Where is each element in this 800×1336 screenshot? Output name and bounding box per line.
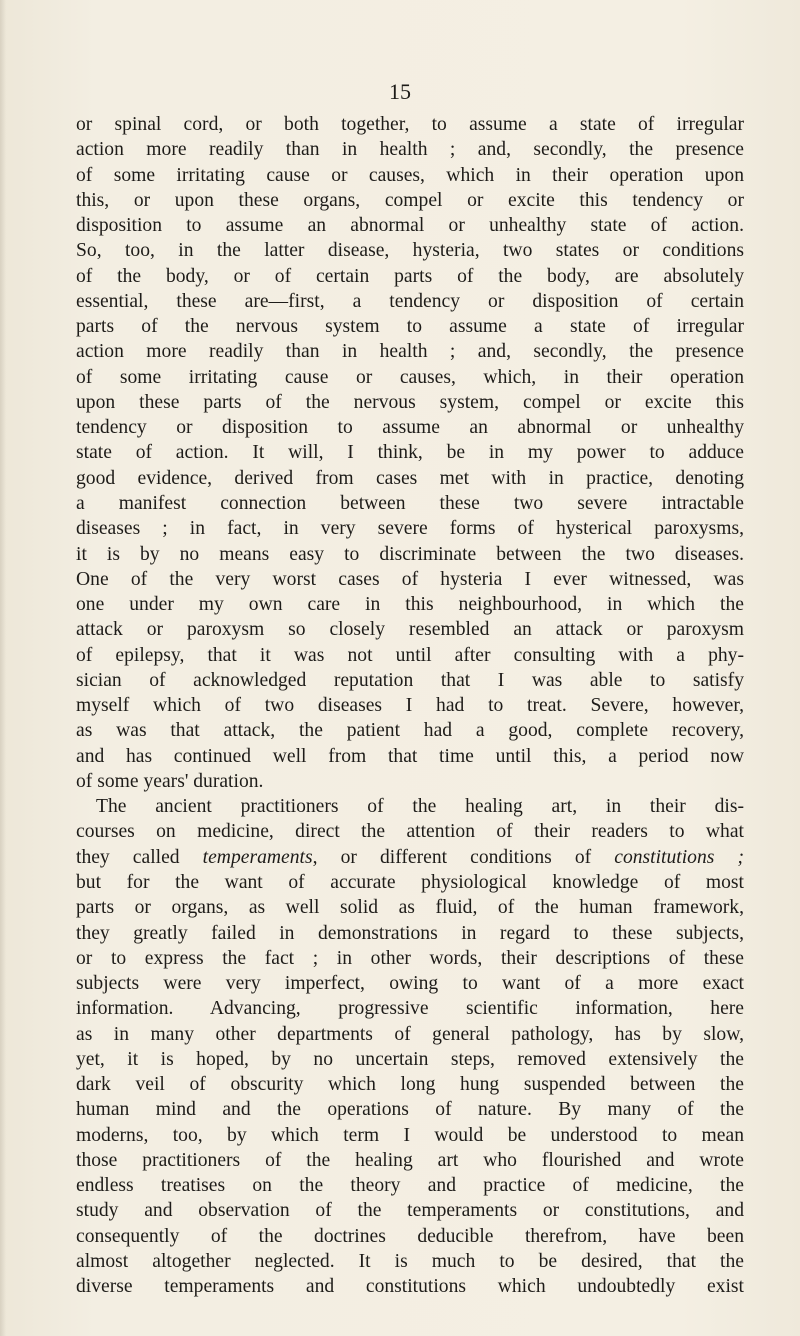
text-line: essential, these are—first, a tendency or disposition of certain	[76, 290, 744, 312]
text-line: So, too, in the latter disease, hysteria, two states or conditions	[76, 240, 744, 262]
text-line: The ancient practitioners of the healing art, in their dis-	[96, 796, 744, 818]
text-line: those practitioners of the healing art who flourished and wrote	[76, 1149, 744, 1171]
text-line: good evidence, derived from cases met with in practice, denoting	[76, 467, 744, 489]
text-line: but for the want of accurate physiological knowledge of most	[76, 871, 744, 893]
text-line: of epilepsy, that it was not until after consulting with a phy-	[76, 644, 744, 666]
text-line: study and observation of the temperaments or constitutions, and	[76, 1200, 744, 1222]
text-line: parts or organs, as well solid as fluid, of the human framework,	[76, 897, 744, 919]
text-line: upon these parts of the nervous system, compel or excite this	[76, 391, 744, 413]
text-line: consequently of the doctrines deducible therefrom, have been	[76, 1225, 744, 1247]
text-line: of some years' duration.	[76, 770, 264, 792]
text-line: or to express the fact ; in other words, their descriptions of these	[76, 947, 744, 969]
text-line: One of the very worst cases of hysteria I ever witnessed, was	[76, 568, 744, 590]
text-line: diverse temperaments and constitutions which undoubtedly exist	[76, 1276, 744, 1298]
text-line: a manifest connection between these two severe intractable	[76, 492, 744, 514]
text-line: or spinal cord, or both together, to assume a state of irregular	[76, 114, 744, 135]
text-line: moderns, too, by which term I would be understood to mean	[76, 1124, 744, 1146]
page-edge-shadow	[0, 0, 6, 1336]
text-line: as in many other departments of general pathology, has by slow,	[76, 1023, 744, 1045]
text-line: courses on medicine, direct the attention of their readers to what	[76, 821, 744, 843]
text-line: action more readily than in health ; and, secondly, the presence	[76, 341, 744, 363]
text-line: one under my own care in this neighbourhood, in which the	[76, 594, 744, 616]
text-line: information. Advancing, progressive scientific information, here	[76, 998, 744, 1020]
text-line: of some irritating cause or causes, which, in their operation	[76, 366, 744, 388]
text-line: and has continued well from that time until this, a period now	[76, 745, 744, 767]
text-line: myself which of two diseases I had to treat. Severe, however,	[76, 695, 744, 717]
text-line: action more readily than in health ; and, secondly, the presence	[76, 139, 744, 161]
text-line: sician of acknowledged reputation that I was able to satisfy	[76, 669, 744, 691]
text-line: dark veil of obscurity which long hung suspended between the	[76, 1074, 744, 1096]
text-line: parts of the nervous system to assume a state of irregular	[76, 316, 744, 338]
text-line: this, or upon these organs, compel or excite this tendency or	[76, 189, 744, 211]
text-line: of some irritating cause or causes, which in their operation upon	[76, 164, 744, 186]
text-line: endless treatises on the theory and practice of medicine, the	[76, 1175, 744, 1197]
text-line: state of action. It will, I think, be in my power to adduce	[76, 442, 744, 464]
text-line: subjects were very imperfect, owing to want of a more exact	[76, 973, 744, 995]
text-line: of the body, or of certain parts of the body, are absolutely	[76, 265, 744, 287]
text-line: as was that attack, the patient had a good, complete recovery,	[76, 720, 744, 742]
text-line: almost altogether neglected. It is much to be desired, that the	[76, 1250, 744, 1272]
text-line: they called temperaments, or different conditions of constitutions ;	[76, 846, 744, 868]
body-text	[76, 112, 744, 1299]
text-line: disposition to assume an abnormal or unhealthy state of action.	[76, 215, 744, 237]
text-line: attack or paroxysm so closely resembled an attack or paroxysm	[76, 619, 744, 641]
text-line: diseases ; in fact, in very severe forms of hysterical paroxysms,	[76, 518, 744, 540]
text-line: it is by no means easy to discriminate between the two diseases.	[76, 543, 744, 565]
text-line: they greatly failed in demonstrations in regard to these subjects,	[76, 922, 744, 944]
text-line: tendency or disposition to assume an abnormal or unhealthy	[76, 417, 744, 439]
text-line: human mind and the operations of nature. By many of the	[76, 1099, 744, 1121]
text-line: yet, it is hoped, by no uncertain steps, removed extensively the	[76, 1048, 744, 1070]
page-number: 15	[389, 79, 411, 104]
